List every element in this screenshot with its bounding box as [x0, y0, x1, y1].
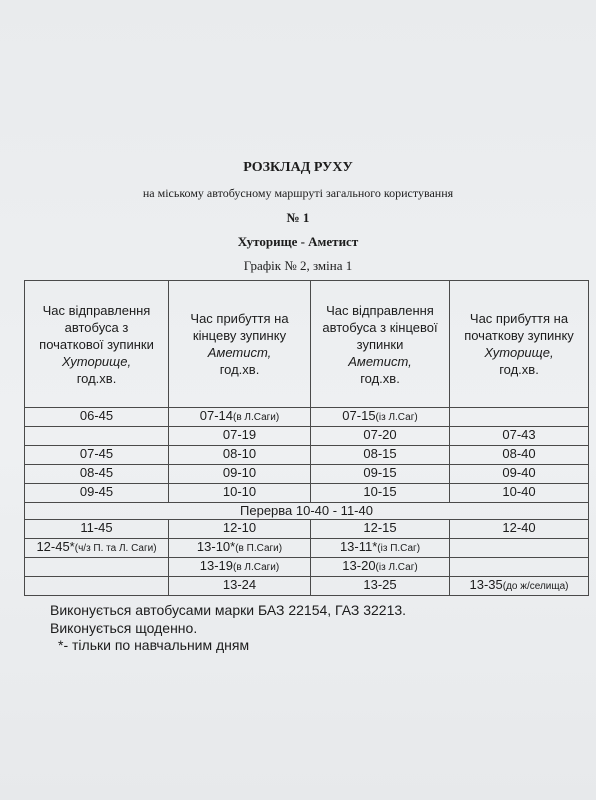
- document-subtitle: на міському автобусному маршруті загального користування: [142, 186, 454, 200]
- cell-time: 09-10: [222, 465, 257, 480]
- table-header-row: [25, 281, 589, 408]
- table-cell: [169, 558, 311, 577]
- table-cell: [169, 484, 311, 503]
- cell-time: 13-25: [363, 577, 397, 592]
- table-cell: [450, 465, 589, 484]
- cell-time: 13-19: [199, 558, 233, 573]
- column-header: Час прибуття на кінцеву зупинку Аметист, год.хв.: [169, 281, 311, 408]
- schedule-rows-before-break: [25, 408, 589, 503]
- cell-time: 11-45: [80, 520, 113, 535]
- table-cell: [25, 465, 169, 484]
- cell-time: 12-15: [363, 520, 397, 535]
- cell-time: 08-10: [222, 446, 257, 461]
- cell-time: 09-15: [363, 465, 397, 480]
- footer-note: *- тільки по навчальним дням: [58, 637, 250, 653]
- table-row: [25, 465, 589, 484]
- table-row: [25, 539, 589, 558]
- table-cell: [25, 408, 169, 427]
- cell-note: (в Л.Саги): [233, 412, 280, 423]
- table-cell: [450, 408, 589, 427]
- cell-time: 07-15: [342, 408, 376, 423]
- cell-note: (із П.Саг): [377, 543, 421, 554]
- cell-time: 13-11*: [339, 539, 378, 554]
- table-cell: [311, 446, 450, 465]
- cell-time: 08-15: [363, 446, 397, 461]
- table-cell: [25, 446, 169, 465]
- table-cell: [311, 520, 450, 539]
- cell-time: 07-19: [222, 427, 257, 442]
- cell-time: 13-35: [469, 577, 503, 592]
- table-cell: [311, 408, 450, 427]
- table-cell: [311, 465, 450, 484]
- column-header: Час відправлення автобуса з кінцевої зупинки Аметист, год.хв.: [311, 281, 450, 408]
- table-row: [25, 427, 589, 446]
- table-cell: [25, 484, 169, 503]
- table-row: [25, 484, 589, 503]
- column-header: Час відправлення автобуса з початкової зупинки Хуторище, год.хв.: [25, 281, 169, 408]
- footer-daily: Виконується щоденно.: [50, 620, 198, 636]
- footer-buses: Виконується автобусами марки БАЗ 22154, ГАЗ 32213.: [50, 602, 407, 618]
- document-title: РОЗКЛАД РУХУ: [243, 160, 353, 175]
- table-cell: [450, 484, 589, 503]
- route-name: Хуторище - Аметист: [237, 234, 359, 249]
- cell-time: 10-10: [222, 484, 257, 499]
- cell-time: 08-40: [502, 446, 536, 461]
- cell-time: 07-14: [199, 408, 233, 423]
- break-row: [25, 503, 589, 520]
- schedule-label: Графік № 2, зміна 1: [243, 258, 353, 273]
- table-cell: [311, 427, 450, 446]
- cell-note: (до ж/селища): [502, 581, 569, 592]
- table-cell: [450, 520, 589, 539]
- cell-note: (в П.Саги): [235, 543, 283, 554]
- schedule-break: [25, 503, 589, 520]
- cell-time: 09-40: [502, 465, 536, 480]
- cell-time: 12-10: [222, 520, 257, 535]
- table-cell: [450, 558, 589, 577]
- table-cell: [25, 539, 169, 558]
- cell-time: 07-45: [79, 446, 114, 461]
- table-cell: [169, 446, 311, 465]
- cell-note: (із Л.Саг): [375, 562, 418, 573]
- cell-note: (ч/з П. та Л. Саги): [74, 543, 157, 554]
- cell-time: 10-15: [363, 484, 397, 499]
- table-cell: [169, 408, 311, 427]
- schedule-rows-after-break: [25, 520, 589, 596]
- cell-time: 10-40: [502, 484, 536, 499]
- table-cell: [450, 577, 589, 596]
- cell-time: 12-40: [502, 520, 536, 535]
- table-cell: [311, 539, 450, 558]
- table-cell: [169, 520, 311, 539]
- table-cell: [169, 577, 311, 596]
- table-cell: [311, 558, 450, 577]
- table-cell: [169, 427, 311, 446]
- table-cell: [450, 427, 589, 446]
- cell-time: 06-45: [79, 408, 114, 423]
- table-cell: [25, 558, 169, 577]
- cell-time: 13-24: [222, 577, 257, 592]
- table-row: [25, 446, 589, 465]
- table-cell: [311, 577, 450, 596]
- cell-time: 08-45: [79, 465, 114, 480]
- table-row: [25, 577, 589, 596]
- table-cell: [450, 446, 589, 465]
- table-row: [25, 408, 589, 427]
- break-cell: Перерва 10-40 - 11-40: [25, 503, 589, 520]
- table-row: [25, 520, 589, 539]
- table-cell: [169, 539, 311, 558]
- table-cell: [25, 427, 169, 446]
- table-row: [25, 558, 589, 577]
- table-cell: [311, 484, 450, 503]
- table-cell: [450, 539, 589, 558]
- column-header: Час прибуття на початкову зупинку Хуторище, год.хв.: [450, 281, 589, 408]
- cell-time: 09-45: [79, 484, 114, 499]
- table-cell: [169, 465, 311, 484]
- cell-time: 13-10*: [196, 539, 236, 554]
- table-cell: [25, 520, 169, 539]
- cell-time: 07-43: [502, 427, 536, 442]
- schedule-table: [24, 280, 589, 596]
- route-number: № 1: [286, 210, 310, 225]
- cell-time: 12-45*: [36, 539, 75, 554]
- cell-time: 13-20: [342, 558, 376, 573]
- cell-note: (в Л.Саги): [233, 562, 280, 573]
- cell-time: 07-20: [363, 427, 397, 442]
- cell-note: (із Л.Саг): [375, 412, 418, 423]
- table-cell: [25, 577, 169, 596]
